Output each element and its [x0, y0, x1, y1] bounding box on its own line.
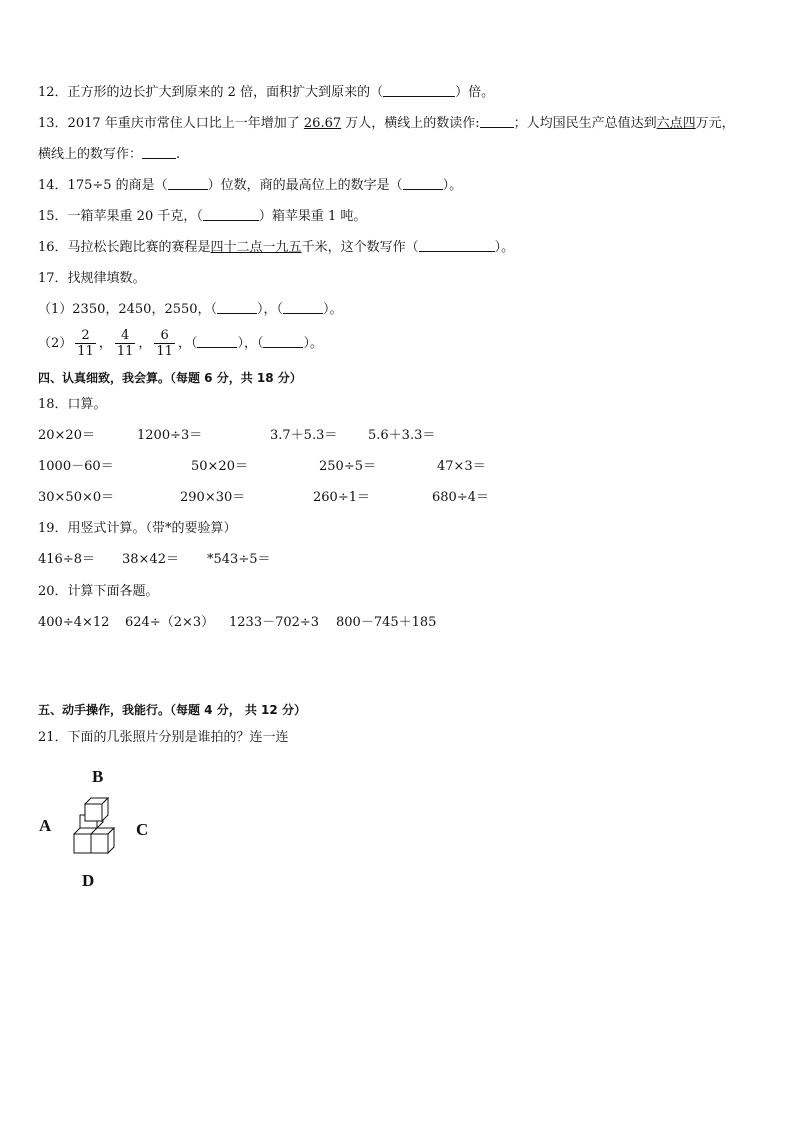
cube-front [85, 804, 102, 821]
answer-blank[interactable] [480, 115, 514, 128]
section-4-heading: 四、认真细致，我会算。（每题 6 分，共 18 分） [38, 371, 302, 385]
label-a: A [39, 816, 52, 835]
oral-calc-item: 50×20＝ [191, 459, 248, 474]
question-13-line-2 [38, 146, 180, 164]
q17-title: 17．找规律填数。 [38, 271, 146, 286]
answer-blank[interactable] [197, 335, 237, 348]
question-12 [38, 84, 494, 102]
question-15 [38, 208, 366, 226]
oral-calc-item: 20×20＝ [38, 428, 95, 443]
q15-text-end: ）箱苹果重 1 吨。 [258, 209, 367, 224]
question-21-title: 21．下面的几张照片分别是谁拍的？连一连 [38, 730, 289, 745]
q17-p2-open: ，（ [177, 336, 198, 351]
q17-p1-text-mid: ），（ [257, 302, 284, 317]
fraction [75, 328, 96, 359]
oral-calc-item: 1000－60＝ [38, 459, 114, 474]
answer-blank[interactable] [383, 84, 455, 97]
oral-calc-item: 1200÷3＝ [137, 428, 203, 443]
oral-calc-item: 5.6＋3.3＝ [368, 428, 436, 443]
fraction [115, 328, 136, 359]
oral-calc-item: 290×30＝ [180, 490, 246, 505]
question-20-title: 20．计算下面各题。 [38, 584, 159, 599]
question-19-title: 19．用竖式计算。（带*的要验算） [38, 521, 237, 536]
question-17-part-2 [38, 326, 323, 362]
oral-calc-item: 260÷1＝ [313, 490, 370, 505]
calc-item: 800－745＋185 [336, 615, 437, 630]
question-16 [38, 239, 514, 257]
cube-stack-figure [66, 797, 126, 859]
q13-line2-text: 横线上的数写作： [38, 147, 143, 162]
q16-text-mid: 千米，这个数写作（ [301, 240, 419, 255]
q17-p1-text-end: ）。 [323, 302, 343, 317]
fraction-numerator: 4 [115, 328, 136, 344]
fraction [154, 328, 175, 359]
separator: ， [138, 336, 152, 351]
q17-p2-label: （2） [38, 336, 73, 351]
fraction-denominator: 11 [77, 344, 94, 359]
answer-blank[interactable] [419, 239, 495, 252]
q14-text-mid: ）位数，商的最高位上的数字是（ [207, 178, 403, 193]
vertical-calc-item: 38×42＝ [122, 552, 179, 567]
q15-text: 15．一箱苹果重 20 千克，（ [38, 209, 203, 224]
label-b: B [92, 767, 104, 786]
vertical-calc-item: *543÷5＝ [207, 552, 271, 567]
fraction-denominator: 11 [116, 344, 134, 359]
oral-calc-item: 47×3＝ [437, 459, 486, 474]
answer-blank[interactable] [203, 208, 259, 221]
answer-blank[interactable] [217, 301, 257, 314]
q17-p2-text-end: ）。 [303, 336, 323, 351]
q12-text: 12．正方形的边长扩大到原来的 2 倍，面积扩大到原来的（ [38, 85, 384, 100]
question-17-title [38, 270, 146, 288]
q13-underlined-number: 26.67 [303, 116, 342, 131]
vertical-calc-item: 416÷8＝ [38, 552, 95, 567]
q12-text-end: ）倍。 [455, 85, 495, 100]
q13-text-mid2: ；人均国民生产总值达到 [513, 116, 657, 131]
q14-text-end: ）。 [442, 178, 463, 193]
q16-text-end: ）。 [494, 240, 515, 255]
q16-underlined-number: 四十二点一九五 [210, 240, 302, 255]
oral-calc-item: 3.7＋5.3＝ [270, 428, 338, 443]
cube-front [74, 834, 91, 853]
answer-blank[interactable] [263, 335, 303, 348]
calc-item: 400÷4×12 [38, 615, 110, 630]
answer-blank[interactable] [403, 177, 443, 190]
q13-text-mid: 万人，横线上的数读作: [341, 116, 480, 131]
label-d: D [82, 871, 95, 890]
calc-item: 624÷（2×3） [125, 615, 215, 630]
q13-line2-end: . [176, 147, 181, 162]
q14-text: 14．175÷5 的商是（ [38, 178, 168, 193]
answer-blank[interactable] [283, 301, 323, 314]
q13-text-end: 万元， [695, 116, 735, 131]
q17-p1-text: （1）2350，2450，2550，（ [38, 302, 218, 317]
oral-calc-item: 250÷5＝ [319, 459, 376, 474]
question-18-title: 18．口算。 [38, 397, 107, 412]
cube-front [91, 834, 108, 853]
calc-item: 1233－702÷3 [229, 615, 320, 630]
question-13 [38, 115, 735, 133]
question-14 [38, 177, 462, 195]
answer-blank[interactable] [142, 146, 176, 159]
q17-p2-text-mid: ），（ [237, 336, 264, 351]
q13-text: 13．2017 年重庆市常住人口比上一年增加了 [38, 116, 304, 131]
q16-text: 16．马拉松长跑比赛的赛程是 [38, 240, 211, 255]
fraction-numerator: 2 [75, 328, 96, 344]
fraction-numerator: 6 [154, 328, 175, 344]
oral-calc-item: 30×50×0＝ [38, 490, 115, 505]
fraction-denominator: 11 [156, 344, 173, 359]
answer-blank[interactable] [168, 177, 208, 190]
oral-calc-item: 680÷4＝ [432, 490, 489, 505]
question-17-part-1 [38, 301, 343, 319]
separator: ， [98, 336, 112, 351]
section-5-heading: 五、动手操作，我能行。（每题 4 分， 共 12 分） [38, 703, 306, 717]
label-c: C [136, 820, 149, 839]
q13-underlined-number-2: 六点四 [656, 116, 696, 131]
